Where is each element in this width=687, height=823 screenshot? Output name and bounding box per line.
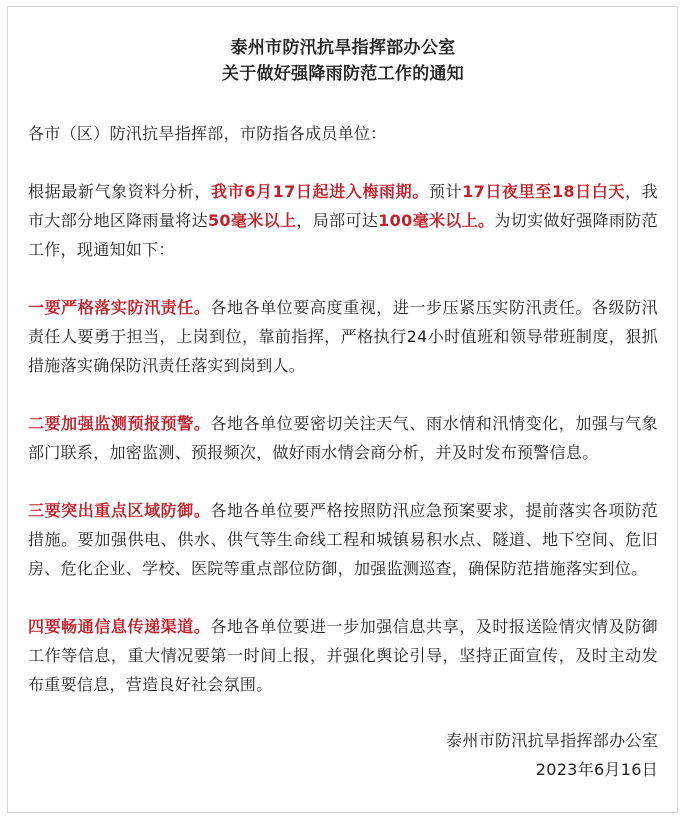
intro-highlight-4: 100毫米以上。 xyxy=(378,211,495,230)
intro-text-4: ，局部可达 xyxy=(296,211,379,230)
item-2-paragraph xyxy=(28,409,658,467)
intro-text-3: ，我市大部分地区降雨量将达 xyxy=(28,182,658,230)
item-3-body: 各地各单位要严格按照防汛应急预案要求，提前落实各项防范措施。要加强供电、供水、供气等生命线工程和城镇易积水点、隧道、地下空间、危旧房、危化企业、学校、医院等重点部位防御，加强监测巡查，确保防范措施落实到位。 xyxy=(28,501,658,578)
intro-text-1: 根据最新气象资料分析， xyxy=(28,182,211,201)
signature-org: 泰州市防汛抗旱指挥部办公室 xyxy=(446,731,658,750)
item-4-heading: 四要畅通信息传递渠道。 xyxy=(28,617,211,636)
item-2-heading: 二要加强监测预报预警。 xyxy=(28,414,211,433)
intro-highlight-1: 我市6月17日起进入梅雨期。 xyxy=(210,182,429,201)
item-1-heading: 一要严格落实防汛责任。 xyxy=(28,298,211,317)
intro-text-2: 预计 xyxy=(428,182,463,201)
notice-content xyxy=(28,35,658,784)
intro-paragraph xyxy=(28,177,658,264)
item-3-heading: 三要突出重点区域防御。 xyxy=(28,501,211,520)
intro-highlight-3: 50毫米以上 xyxy=(208,211,297,230)
title-line-2: 关于做好强降雨防范工作的通知 xyxy=(221,64,465,84)
title-line-1: 泰州市防汛抗旱指挥部办公室 xyxy=(230,38,456,58)
notice-frame xyxy=(7,6,678,813)
intro-highlight-2: 17日夜里至18日白天 xyxy=(462,182,626,201)
item-3-paragraph xyxy=(28,496,658,583)
item-4-paragraph xyxy=(28,612,658,699)
salutation: 各市（区）防汛抗旱指挥部，市防指各成员单位： xyxy=(28,124,387,143)
item-1-paragraph xyxy=(28,293,658,380)
signature-block xyxy=(28,726,658,784)
item-1-body: 各地各单位要高度重视，进一步压紧压实防汛责任。各级防汛责任人要勇于担当，上岗到位，靠前指挥，严格执行24小时值班和领导带班制度，狠抓措施落实确保防汛责任落实到岗到人。 xyxy=(28,298,658,375)
signature-date: 2023年6月16日 xyxy=(535,760,658,779)
item-2-body: 各地各单位要密切关注天气、雨水情和汛情变化，加强与气象部门联系，加密监测、预报频次，做好雨水情会商分析，并及时发布预警信息。 xyxy=(28,414,658,462)
notice-title xyxy=(28,35,658,87)
intro-text-5: 为切实做好强降雨防范工作，现通知如下： xyxy=(28,211,658,259)
item-4-body: 各地各单位要进一步加强信息共享，及时报送险情灾情及防御工作等信息，重大情况要第一时间上报，并强化舆论引导，坚持正面宣传，及时主动发布重要信息，营造良好社会氛围。 xyxy=(28,617,658,694)
